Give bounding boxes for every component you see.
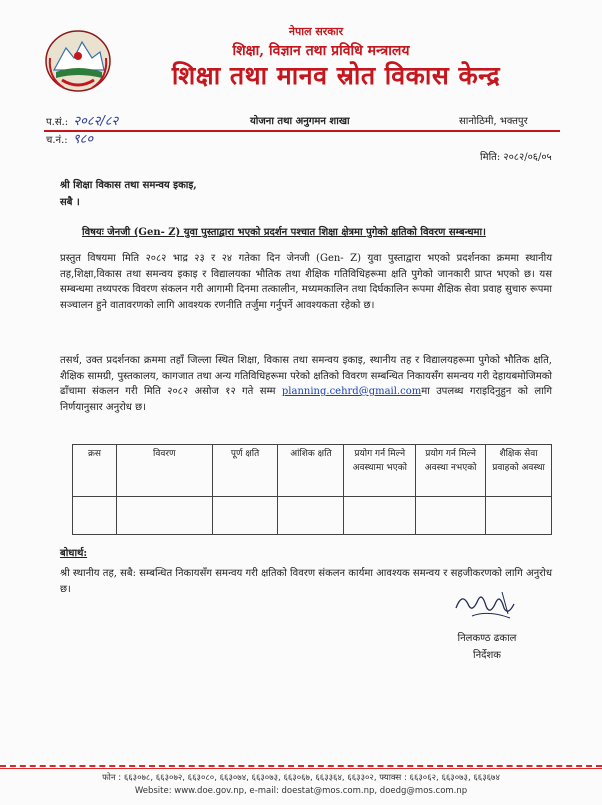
signatory-title: निर्देशक: [473, 650, 501, 661]
paragraph-2-text: तसर्थ, उक्त प्रदर्शनका क्रममा तहाँ जिल्ला स्थित शिक्षा, विकास तथा समन्वय इकाइ, स्थानीय तह र विद्यालयहरूमा पुगेको भौतिक क्षति, शैक्षिक सामग्री, पुस्तकालय, कागजात तथा अन्य गतिविधिहरूमा परेको क्षतिको विवरण सम्बन्धित निकायसँग समन्वय गरी देहायबमोजिमको ढाँचामा संकलन गरी मिति २०८२ असोज १२ गते सम्म: [60, 355, 552, 397]
office-name: शिक्षा तथा मानव स्रोत विकास केन्द्र: [171, 61, 501, 90]
body-paragraph-2: [60, 353, 552, 415]
branch-name: योजना तथा अनुगमन शाखा: [250, 116, 350, 127]
letter-date: मिति: २०८२/०६/०५: [480, 152, 552, 163]
paragraph-2-closing: मा उपलब्ध गराइदिनुहुन को लागि निर्णयानुसार अनुरोध छ।: [60, 386, 552, 413]
footer-website: Website: www.doe.gov.np, e-mail: doestat@mos.com.np, doedg@mos.com.np: [134, 786, 468, 796]
signatory: [449, 630, 525, 664]
addressee-line-2: सबै ।: [60, 197, 80, 208]
table-header-cell: प्रयोग गर्न मिल्ने अवस्था नभएको: [416, 445, 486, 497]
footer-phone-numbers: फोन : ६६३०७८, ६६३०७२, ६६३०८०, ६६३०७४, ६६३०७३, ६६३०६७, ६६३३६४, ६६३३०२, फ्याक्स : ६६३०६२, ६६३०७३, ६६३६७४: [102, 773, 500, 783]
footer-divider: [0, 768, 602, 769]
ps-value: २०८२/८२: [73, 114, 119, 129]
table-header-cell: शैक्षिक सेवा प्रवाहको अवस्था: [486, 445, 552, 497]
chn-value: ९८०: [72, 132, 94, 147]
damage-report-table: [72, 444, 552, 535]
ps-label: प.सं.:: [46, 117, 69, 128]
cc-title: बोधार्थ:: [60, 548, 88, 559]
table-header-cell: क्रस: [73, 445, 117, 497]
table-cell: [73, 497, 117, 535]
letter-subject: विषयः जेनजी (Gen- Z) युवा पुस्ताद्वारा भएको प्रदर्शन पश्चात शिक्षा क्षेत्रमा पुगेको क्षतिको विवरण सम्बन्धमा।: [82, 227, 486, 238]
chn-number-row: [46, 131, 118, 149]
table-header-cell: विवरण: [116, 445, 212, 497]
government-name: नेपाल सरकार: [288, 25, 344, 38]
chn-label: च.नं.:: [46, 135, 68, 146]
table-cell: [416, 497, 486, 535]
ministry-name: शिक्षा, विज्ञान तथा प्रविधि मन्त्रालय: [232, 43, 410, 59]
header-divider: [44, 130, 560, 132]
office-location: सानोठिमी, भक्तपुर: [459, 116, 528, 127]
signatory-name: निलकण्ठ ढकाल: [457, 633, 517, 644]
table-cell: [116, 497, 212, 535]
handwritten-signature: [452, 586, 522, 626]
table-row: [73, 497, 552, 535]
table-header-cell: प्रयोग गर्न मिल्ने अवस्थामा भएको: [344, 445, 416, 497]
table-header-cell: पूर्ण क्षति: [212, 445, 278, 497]
table-header-cell: आंशिक क्षति: [278, 445, 344, 497]
addressee: [60, 177, 197, 211]
addressee-line-1: श्री शिक्षा विकास तथा समन्वय इकाइ,: [60, 180, 197, 191]
table-cell: [344, 497, 416, 535]
table-header-row: [73, 445, 552, 497]
table-cell: [212, 497, 278, 535]
footer-divider-dashed: [0, 765, 602, 767]
cc-text: श्री स्थानीय तह, सबै: सम्बन्धित निकायसँग समन्वय गरी क्षतिको विवरण संकलन कार्यमा आवश्यक समन्वय र सहजीकरणको लागि अनुरोध छ।: [60, 568, 552, 595]
body-paragraph-1: प्रस्तुत विषयमा मिति २०८२ भाद्र २३ र २४ गतेका दिन जेनजी (Gen- Z) युवा पुस्ताद्वारा भएको प्रदर्शनका क्रममा स्थानीय तह,शिक्षा,विकास तथा समन्वय इकाइ र विद्यालयका भौतिक तथा शैक्षिक गतिविधिहरूमा क्षति पुगेको जानकारी प्राप्त भएको छ। यस सम्बन्धमा तथ्यपरक विवरण संकलन गरी आगामी दिनमा तत्कालीन, मध्यमकालिन तथा दिर्घकालिन रूपमा शैक्षिक सेवा प्रवाह सुचारु रूपमा सञ्चालन हुने वातावरणको लागि आवश्यक रणनीति तर्जुमा गर्नुपर्ने आवश्यकता रहेको छ।: [60, 253, 552, 311]
table-cell: [486, 497, 552, 535]
table-cell: [278, 497, 344, 535]
email-link[interactable]: planning.cehrd@gmail.com: [281, 386, 422, 397]
ps-number-row: [46, 113, 118, 131]
